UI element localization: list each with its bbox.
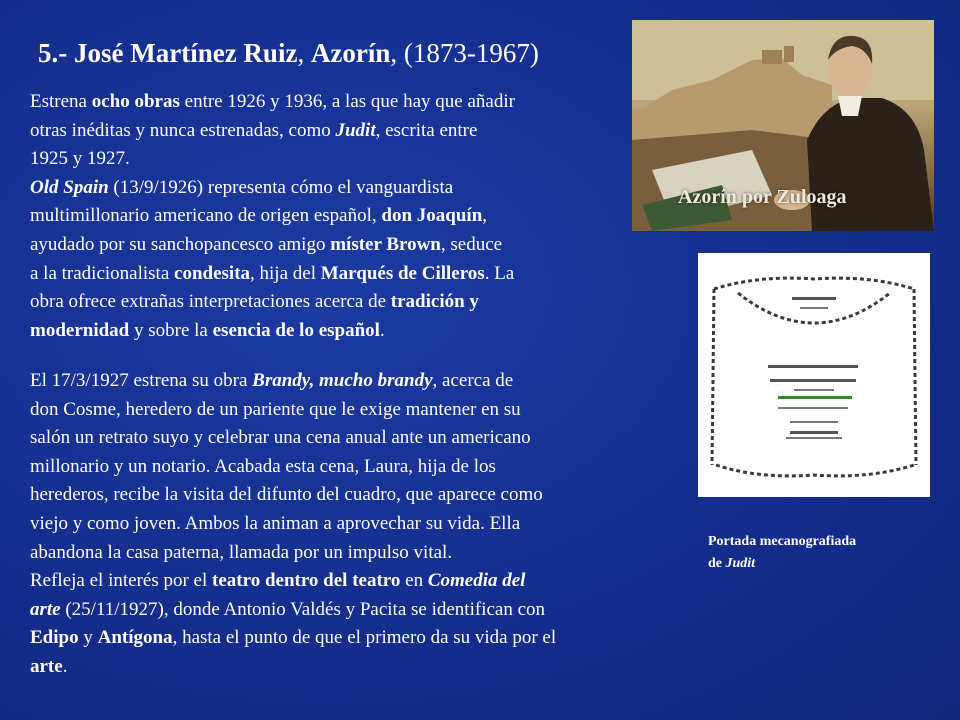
title-number: 5.-: [38, 38, 68, 68]
zuloaga-portrait-image: [632, 20, 934, 231]
judit-cover-image: [698, 253, 930, 497]
paragraph-old-spain: Estrena ocho obras entre 1926 y 1936, a las que hay que añadir otras inéditas y nunca estrenadas, como Judit, escrita entre 1925 y 1927. Old Spain (13/9/1926) representa cómo el vanguardista multimillonario americano de origen español, don Joaquín, ayudado por su sanchopancesco amigo míster Brown, seduce a la tradicionalista condesita, hija del Marqués de Cilleros. La obra ofrece extrañas interpretaciones acerca de tradición y modernidad y sobre la esencia de lo español.: [30, 91, 515, 341]
title-name: José Martínez Ruiz: [74, 38, 298, 68]
title-years: (1873-1967): [403, 38, 539, 68]
portrait-caption: Azorín por Zuloaga: [678, 186, 847, 208]
cover-caption: Portada mecanografiada de Judit: [708, 534, 857, 571]
paragraph-brandy: El 17/3/1927 estrena su obra Brandy, mucho brandy, acerca de don Cosme, heredero de un pariente que le exige mantener en su salón un retrato suyo y celebrar una cena anual ante un americano millonario y un notario. Acabada esta cena, Laura, hija de los herederos, recibe la visita del difunto del cuadro, que aparece como viejo y como joven. Ambos la animan a aprovechar su vida. Ella abandona la casa paterna, llamada por un impulso vital. Refleja el interés por el teatro dentro del teatro en Comedia del arte (25/11/1927), donde Antonio Valdés y Pacita se identifican con Edipo y Antígona, hasta el punto de que el primero da su vida por el arte.: [30, 370, 557, 677]
title-alias: Azorín: [310, 38, 391, 68]
slide-title: 5.- José Martínez Ruiz, Azorín, (1873-1967): [38, 38, 539, 68]
